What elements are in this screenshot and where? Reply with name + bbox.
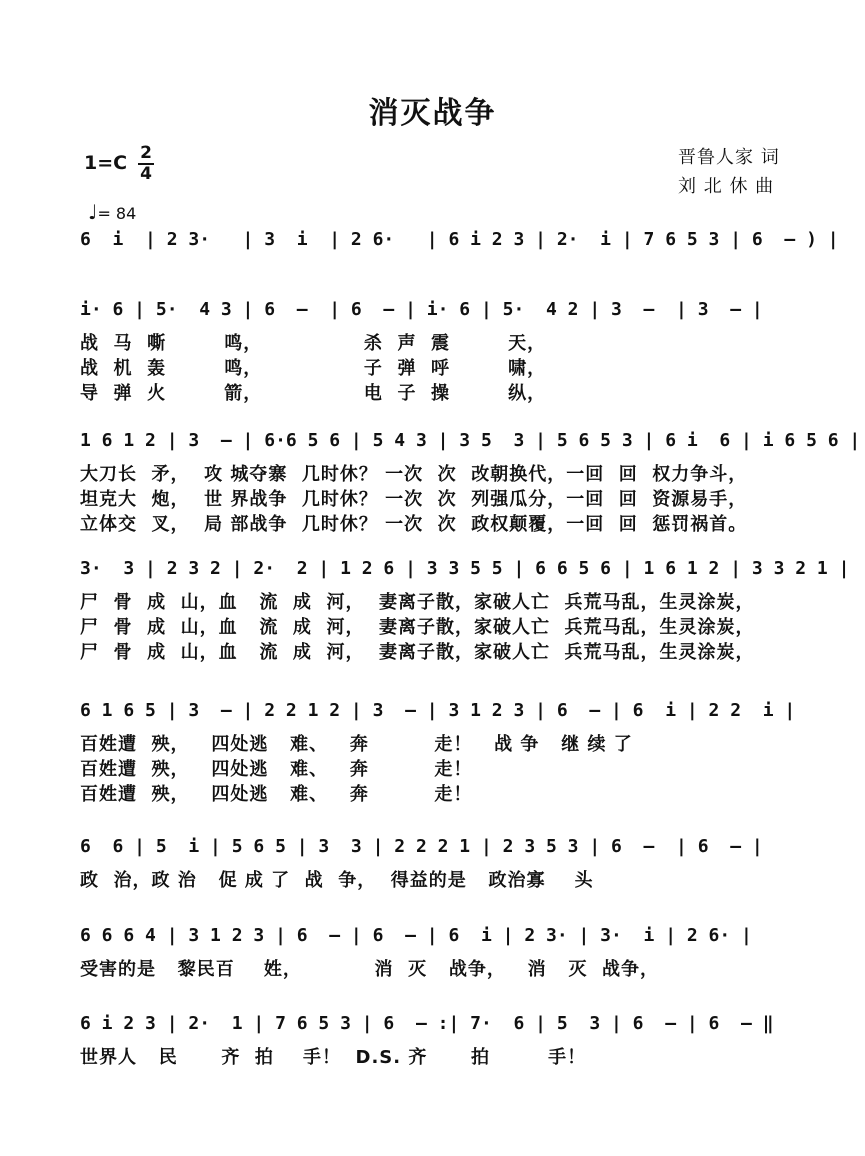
time-signature — [138, 144, 154, 184]
lyric-line: 大刀长 矛， 攻 城夺寨 几时休？ 一次 次 改朝换代，一回 回 权力争斗， — [80, 464, 748, 485]
lyric-line: 百姓遭 殃， 四处逃 难、 奔 走！ — [80, 784, 473, 805]
lyric-line: 政 治，政 治 促 成 了 战 争， 得益的是 政治寡 头 — [80, 870, 594, 891]
lyric-line: 尸 骨 成 山，血 流 成 河， 妻离子散，家破人亡 兵荒马乱，生灵涂炭， — [80, 642, 755, 663]
lyric-line: 百姓遭 殃， 四处逃 难、 奔 走！ — [80, 759, 473, 780]
quarter-note-icon: ♩ — [88, 200, 98, 224]
composer-credit: 刘 北 休 曲 — [678, 176, 775, 197]
lyric-line: 百姓遭 殃， 四处逃 难、 奔 走！ 战 争 继 续 了 — [80, 734, 633, 755]
lyric-line: 导 弹 火 箭， 电 子 操 纵， — [80, 383, 547, 404]
notation-line: 6 1 6 5 | 3 – | 2 2 1 2 | 3 – | 3 1 2 3 | 6 – | 6 i | 2 2 i | — [80, 700, 796, 721]
lyric-line: 战 机 轰 鸣， 子 弹 呼 啸， — [80, 358, 547, 379]
lyric-line: 受害的是 黎民百 姓， 消 灭 战争， 消 灭 战争， — [80, 959, 659, 980]
notation-line: 6 i 2 3 | 2· 1 | 7 6 5 3 | 6 – :| 7· 6 | 5 3 | 6 – | 6 – ‖ — [80, 1013, 774, 1034]
lyric-line: 坦克大 炮， 世 界战争 几时休？ 一次 次 列强瓜分，一回 回 资源易手， — [80, 489, 748, 510]
notation-line: 1 6 1 2 | 3 – | 6·6 5 6 | 5 4 3 | 3 5 3 | 5 6 5 3 | 6 i 6 | i 6 5 6 | — [80, 430, 861, 451]
tempo-value: = 84 — [97, 204, 137, 223]
lyric-line: 立体交 叉， 局 部战争 几时休？ 一次 次 政权颠覆，一回 回 惩罚祸首。 — [80, 514, 748, 535]
lyric-line: 世界人 民 齐 拍 手！ D.S. 齐 拍 手！ — [80, 1047, 587, 1068]
lyric-line: 尸 骨 成 山，血 流 成 河， 妻离子散，家破人亡 兵荒马乱，生灵涂炭， — [80, 617, 755, 638]
lyric-line: 战 马 嘶 鸣， 杀 声 震 天， — [80, 333, 547, 354]
notation-line: 6 6 | 5 i | 5 6 5 | 3 3 | 2 2 2 1 | 2 3 5 3 | 6 – | 6 – | — [80, 836, 763, 857]
notation-line: i· 6 | 5· 4 3 | 6 – | 6 – | i· 6 | 5· 4 2 | 3 – | 3 – | — [80, 299, 763, 320]
lyric-line: 尸 骨 成 山，血 流 成 河， 妻离子散，家破人亡 兵荒马乱，生灵涂炭， — [80, 592, 755, 613]
song-title: 消灭战争 — [368, 96, 497, 131]
key-signature: 1=C — [84, 152, 128, 174]
time-signature-bottom: 4 — [138, 163, 154, 184]
notation-line: 6 6 6 4 | 3 1 2 3 | 6 – | 6 – | 6 i | 2 3· | 3· i | 2 6· | — [80, 925, 752, 946]
tempo-marking — [88, 200, 136, 224]
notation-line: 3· 3 | 2 3 2 | 2· 2 | 1 2 6 | 3 3 5 5 | 6 6 5 6 | 1 6 1 2 | 3 3 2 1 | — [80, 558, 850, 579]
lyricist-credit: 晋鲁人家 词 — [678, 147, 780, 168]
time-signature-top: 2 — [140, 143, 152, 163]
notation-line: 6 i | 2 3· | 3 i | 2 6· | 6 i 2 3 | 2· i | 7 6 5 3 | 6 – ) | — [80, 229, 839, 250]
